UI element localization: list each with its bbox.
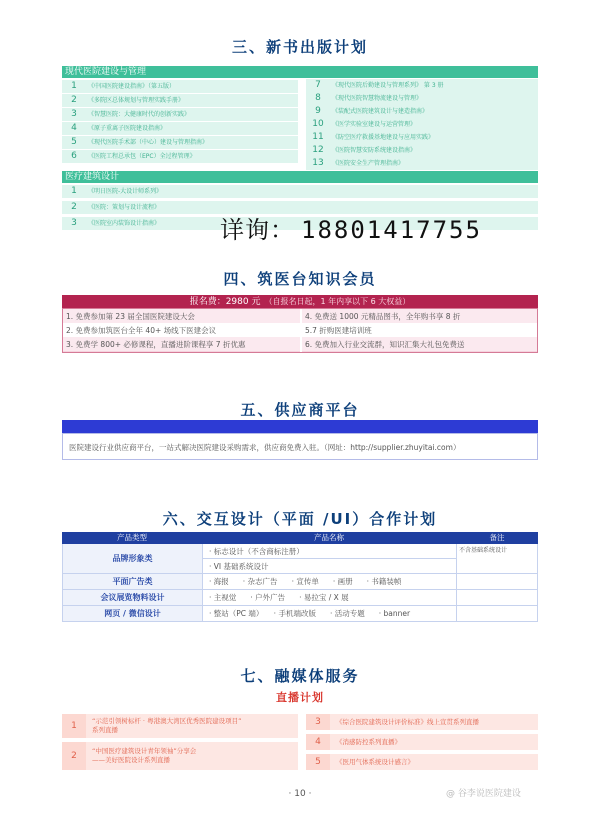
book-number: 7 bbox=[315, 80, 321, 90]
book-row bbox=[62, 136, 298, 149]
book-row bbox=[62, 185, 538, 198]
book-title: 《医院工程总承包（EPC）全过程管理》 bbox=[88, 153, 196, 160]
category-print: 平面广告类 bbox=[62, 574, 202, 590]
note-cell bbox=[456, 590, 538, 606]
book-title: 《装配式医院建筑设计与建造指南》 bbox=[332, 108, 429, 115]
note-cell bbox=[456, 606, 538, 622]
page-number: · 10 · bbox=[288, 789, 312, 799]
category-brand: 品牌形象类 bbox=[62, 544, 202, 574]
live-number: 4 bbox=[306, 734, 330, 750]
book-number: 2 bbox=[71, 202, 77, 212]
book-row bbox=[62, 80, 298, 93]
live-title-line: “中国医疗建筑设计青年领袖”分享会 bbox=[92, 747, 197, 755]
book-row bbox=[306, 157, 538, 170]
book-row bbox=[62, 94, 298, 107]
book-number: 1 bbox=[71, 186, 77, 196]
book-row bbox=[306, 92, 538, 105]
category-exhibition: 会议展览物料设计 bbox=[62, 590, 202, 606]
book-title: 《医院室内装饰设计指南》 bbox=[88, 220, 161, 227]
book-title: 《医院安全生产管理指南》 bbox=[332, 160, 405, 167]
note-cell bbox=[456, 574, 538, 590]
book-title: 《明日医院-大设计师系列》 bbox=[88, 188, 163, 195]
section-3-title: 三、新书出版计划 bbox=[231, 38, 368, 56]
book-title: 《防空医疗救援基地建设与应用实践》 bbox=[332, 134, 435, 141]
product-list-print bbox=[202, 574, 456, 590]
product-item: · 标志设计（不含商标注册） bbox=[202, 544, 456, 559]
fee-amount: 报名费：2980 元 bbox=[189, 297, 261, 307]
benefit-item: 4. 免费送 1000 元精品图书，全年购书享 8 折 bbox=[302, 309, 537, 324]
book-number: 10 bbox=[312, 119, 324, 129]
live-plan-subtitle: 直播计划 bbox=[276, 691, 324, 704]
book-number: 5 bbox=[71, 137, 77, 147]
product-list-exhibition bbox=[202, 590, 456, 606]
group-header-hospital-management: 现代医院建设与管理 bbox=[62, 66, 538, 78]
product-item: · 易拉宝 / X 展 bbox=[299, 593, 349, 602]
live-title-line: 系列直播 bbox=[92, 726, 118, 734]
book-number: 2 bbox=[71, 95, 77, 105]
book-number: 3 bbox=[71, 109, 77, 119]
book-row bbox=[306, 105, 538, 118]
product-item: · 画册 bbox=[332, 577, 353, 586]
product-item: · 主视觉 bbox=[209, 593, 237, 602]
product-item: · 手机端改版 bbox=[273, 609, 316, 618]
product-item: · 书籍装帧 bbox=[366, 577, 402, 586]
book-number: 13 bbox=[312, 158, 324, 168]
contact-phone[interactable]: 18801417755 bbox=[301, 216, 482, 244]
book-row bbox=[62, 122, 298, 135]
product-item: · 活动专题 bbox=[329, 609, 365, 618]
benefit-item: 1. 免费参加第 23 届全国医院建设大会 bbox=[63, 309, 300, 324]
live-number: 2 bbox=[62, 742, 86, 770]
live-item bbox=[306, 754, 538, 770]
watermark: @ 谷李说医院建设 bbox=[446, 789, 521, 799]
product-item: · 整站（PC 端） bbox=[209, 609, 260, 618]
live-item bbox=[62, 742, 298, 770]
product-item: · VI 基础系统设计 bbox=[202, 559, 456, 574]
live-title-line: 《医用气体系统设计感言》 bbox=[336, 757, 414, 766]
product-list-web bbox=[202, 606, 456, 622]
contact-overlay bbox=[220, 213, 482, 247]
group-header-medical-architecture: 医疗建筑设计 bbox=[62, 171, 538, 183]
note-cell: 不含基础系统设计 bbox=[456, 544, 538, 574]
col-header-name: 产品名称 bbox=[202, 532, 456, 544]
book-number: 8 bbox=[315, 93, 321, 103]
product-item: · banner bbox=[378, 609, 411, 618]
product-item: · 海报 bbox=[209, 577, 229, 586]
contact-label: 详询： bbox=[220, 216, 295, 244]
benefit-item: 3. 免费学 800+ 必修课程，直播进阶课程享 7 折优惠 bbox=[63, 337, 300, 352]
col-header-note: 备注 bbox=[456, 532, 538, 544]
live-title-line: 《综合医院建筑设计评价标准》线上宣贯系列直播 bbox=[336, 717, 479, 726]
book-title: 《医学实验室建设与运营管理》 bbox=[332, 121, 417, 128]
supplier-header-bar bbox=[62, 420, 538, 433]
book-title: 《医院：策划与设计流程》 bbox=[88, 204, 161, 211]
col-header-type: 产品类型 bbox=[62, 532, 202, 544]
book-number: 11 bbox=[312, 132, 324, 142]
book-row bbox=[62, 108, 298, 121]
live-number: 1 bbox=[62, 714, 86, 738]
book-number: 6 bbox=[71, 151, 77, 161]
product-item: · 户外广告 bbox=[250, 593, 286, 602]
section-4-title: 四、筑医台知识会员 bbox=[223, 270, 377, 288]
book-row bbox=[306, 131, 538, 144]
book-number: 9 bbox=[315, 106, 321, 116]
benefit-item: 5.7 折购医建培训班 bbox=[302, 323, 537, 338]
live-number: 3 bbox=[306, 714, 330, 730]
fee-note: （自报名日起，1 年内享以下 6 大权益） bbox=[264, 297, 411, 306]
live-title-line: 《消感防控系列直播》 bbox=[336, 737, 401, 746]
book-title: 《现代医院手术部（中心）建设与管理指南》 bbox=[88, 139, 209, 146]
live-number: 5 bbox=[306, 754, 330, 770]
live-item bbox=[306, 734, 538, 750]
book-title: 《中国医院建设指南》（第五版） bbox=[88, 83, 176, 90]
live-item bbox=[62, 714, 298, 738]
section-7-title: 七、融媒体服务 bbox=[240, 667, 360, 685]
category-web: 网页 / 微信设计 bbox=[62, 606, 202, 622]
benefit-item: 6. 免费加入行业交流群，知识汇集大礼包免费送 bbox=[302, 337, 537, 352]
product-item: · 杂志广告 bbox=[242, 577, 278, 586]
book-title: 《原子重离子医院建设指南》 bbox=[88, 125, 167, 132]
book-number: 12 bbox=[312, 145, 324, 155]
product-item: · 宣传单 bbox=[291, 577, 319, 586]
live-title-line: ——美好医院设计系列直播 bbox=[92, 756, 170, 764]
live-title-line: “示范引领树标杆 · 粤港澳大湾区优秀医院建设项目” bbox=[92, 717, 242, 725]
book-number: 1 bbox=[71, 81, 77, 91]
book-row bbox=[306, 118, 538, 131]
book-title: 《多院区总体规划与管理实践手册》 bbox=[88, 97, 185, 104]
benefit-item: 2. 免费参加筑医台全年 40+ 场线下医建会议 bbox=[63, 323, 300, 338]
book-title: 《现代医院后勤建设与管理系列》 第 3 册 bbox=[332, 82, 444, 89]
book-row bbox=[62, 150, 298, 163]
book-title: 《智慧医院：大健康时代的创新实践》 bbox=[88, 111, 191, 118]
book-title: 《医院智慧安防系统建设指南》 bbox=[332, 147, 417, 154]
book-number: 4 bbox=[71, 123, 77, 133]
book-number: 3 bbox=[71, 218, 77, 228]
book-row bbox=[306, 79, 538, 92]
book-row bbox=[306, 144, 538, 157]
section-5-title: 五、供应商平台 bbox=[240, 401, 360, 419]
supplier-description: 医院建设行业供应商平台，一站式解决医院建设采购需求，供应商免费入驻。（网址：http://supplier.zhuyitai.com） bbox=[62, 433, 538, 460]
section-6-title: 六、交互设计（平面 /UI）合作计划 bbox=[162, 510, 438, 528]
live-item bbox=[306, 714, 538, 730]
fee-bar bbox=[62, 295, 538, 308]
book-title: 《现代医院智慧物流建设与管理》 bbox=[332, 95, 423, 102]
